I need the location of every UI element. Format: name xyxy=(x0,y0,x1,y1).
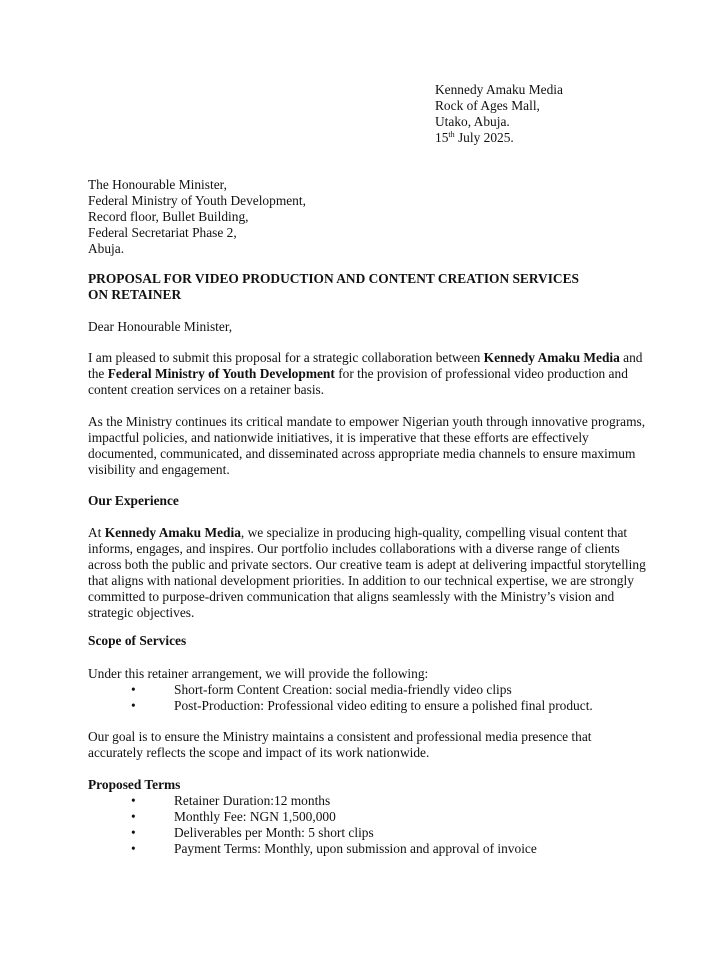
bullet-icon: • xyxy=(131,682,136,697)
bullet-icon: • xyxy=(131,825,136,840)
date-day: 15 xyxy=(435,130,449,145)
recipient-line: Record floor, Bullet Building, xyxy=(88,209,249,224)
recipient-line: Federal Secretariat Phase 2, xyxy=(88,225,237,240)
recipient-line: Abuja. xyxy=(88,241,125,256)
goal-paragraph: Our goal is to ensure the Ministry maintains a consistent and professional media presence that accurately reflects the scope and impact of its work nationwide. xyxy=(88,729,592,760)
scope-intro: Under this retainer arrangement, we will provide the following: xyxy=(88,666,429,681)
recipient-address xyxy=(88,177,306,257)
term-item: Monthly Fee: NGN 1,500,000 xyxy=(174,809,336,824)
sender-city: Utako, Abuja. xyxy=(435,114,510,129)
list-item xyxy=(88,825,668,841)
subject-line: ON RETAINER xyxy=(88,287,182,302)
service-item: Post-Production: Professional video editing to ensure a polished final product. xyxy=(174,698,593,713)
list-item xyxy=(88,793,668,809)
experience-text: , we specialize in producing high-quality, compelling visual content that informs, engages, and inspires. Our portfolio includes collaborations with a diverse range of clients across both the public and private sectors. Our creative team is adept at delivering impactful storytelling that aligns with national development priorities. In addition to our technical expertise, we are strongly committed to purpose-driven communication that aligns seamlessly with the Ministry’s vision and strategic objectives. xyxy=(88,525,646,620)
company-name: Kennedy Amaku Media xyxy=(104,525,241,540)
terms-heading: Proposed Terms xyxy=(88,777,181,792)
experience-text: At xyxy=(88,525,105,540)
list-item xyxy=(88,682,668,698)
experience-paragraph xyxy=(88,525,648,621)
subject-line: PROPOSAL FOR VIDEO PRODUCTION AND CONTENT CREATION SERVICES xyxy=(88,271,579,286)
experience-heading: Our Experience xyxy=(88,493,179,508)
term-item: Deliverables per Month: 5 short clips xyxy=(174,825,374,840)
bullet-icon: • xyxy=(131,793,136,808)
bullet-icon: • xyxy=(131,698,136,713)
bullet-icon: • xyxy=(131,809,136,824)
intro-text: and the xyxy=(88,350,643,381)
subject-heading xyxy=(88,271,648,303)
list-item xyxy=(88,841,668,857)
sender-address xyxy=(435,82,563,146)
company-name: Kennedy Amaku Media xyxy=(483,350,620,365)
salutation: Dear Honourable Minister, xyxy=(88,319,233,334)
service-item: Short-form Content Creation: social media-friendly video clips xyxy=(174,682,512,697)
recipient-line: The Honourable Minister, xyxy=(88,177,227,192)
letter-date xyxy=(435,130,563,146)
date-rest: July 2025. xyxy=(454,130,514,145)
date-suffix: th xyxy=(448,130,455,139)
intro-text: for the provision of professional video production and content creation services on a retainer basis. xyxy=(88,366,628,397)
services-list xyxy=(88,682,668,714)
intro-text: I am pleased to submit this proposal for a strategic collaboration between xyxy=(88,350,484,365)
sender-address-line: Rock of Ages Mall, xyxy=(435,98,540,113)
mandate-paragraph: As the Ministry continues its critical mandate to empower Nigerian youth through innovative programs, impactful policies, and nationwide initiatives, it is imperative that these efforts are effectively documented, communicated, and disseminated across appropriate media channels to ensure maximum visibility and engagement. xyxy=(88,414,646,477)
bullet-icon: • xyxy=(131,841,136,856)
ministry-name: Federal Ministry of Youth Development xyxy=(107,366,335,381)
sender-name: Kennedy Amaku Media xyxy=(435,82,563,97)
recipient-line: Federal Ministry of Youth Development, xyxy=(88,193,306,208)
terms-list xyxy=(88,793,668,857)
list-item xyxy=(88,809,668,825)
term-item: Retainer Duration:12 months xyxy=(174,793,331,808)
term-item: Payment Terms: Monthly, upon submission and approval of invoice xyxy=(174,841,537,856)
list-item xyxy=(88,698,668,714)
scope-heading: Scope of Services xyxy=(88,633,187,648)
intro-paragraph xyxy=(88,350,648,398)
